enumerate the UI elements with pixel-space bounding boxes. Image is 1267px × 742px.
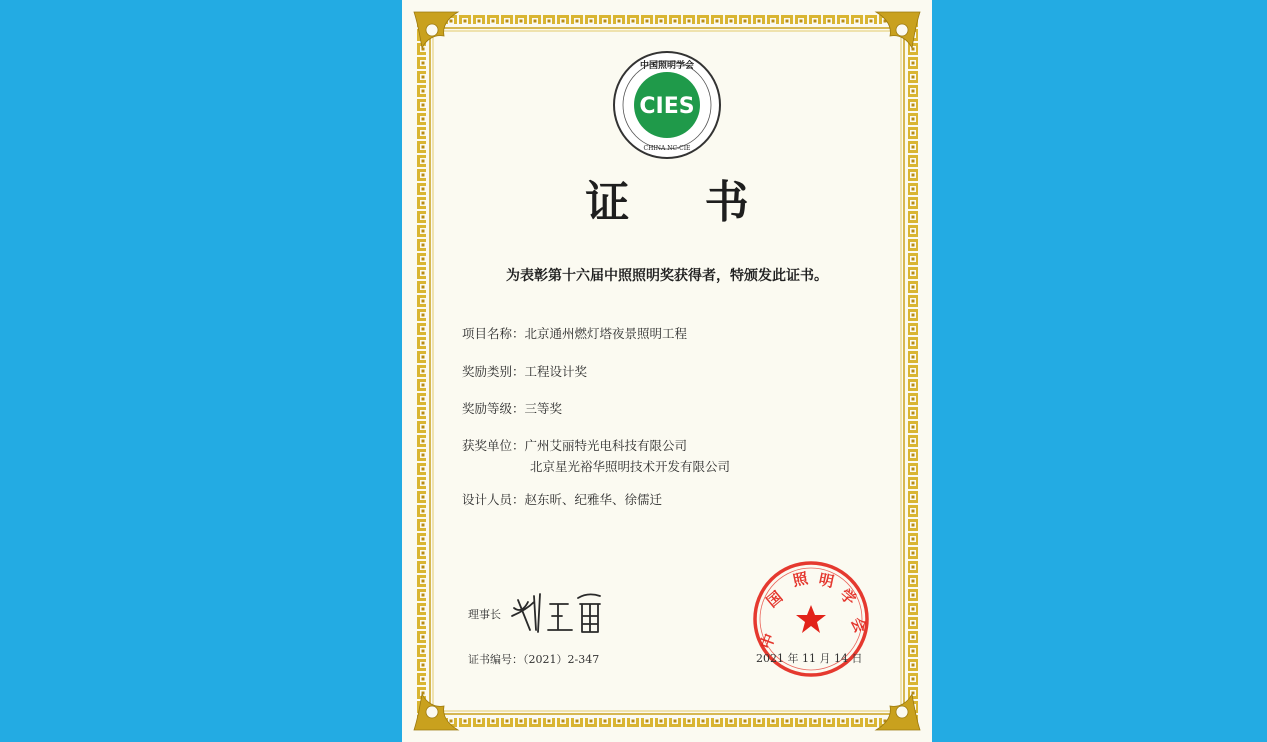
intro-text: 为表彰第十六届中照照明奖获得者，特颁发此证书。 [506,268,828,284]
field-value-second-line: 北京星光裕华照明技术开发有限公司 [530,459,731,474]
svg-text:照: 照 [791,569,810,590]
field-category [462,362,587,380]
issue-date: 2021 年 11 月 14 日 [756,652,863,665]
field-designers [462,490,662,508]
certificate-number: 证书编号：（2021）2-347 [468,653,600,666]
field-label: 设计人员： [462,492,525,507]
field-label: 奖励类别： [462,364,525,379]
cies-logo [612,50,722,160]
svg-text:国: 国 [763,587,787,612]
svg-text:中: 中 [756,631,779,652]
svg-text:CHINA NC-CIE: CHINA NC-CIE [643,145,691,152]
chairman-label: 理事长 [468,608,501,621]
field-value: 三等奖 [524,401,563,416]
svg-text:CIES: CIES [639,94,695,119]
certificate [402,0,932,742]
field-value: 赵东昕、纪雅华、徐儒迁 [524,492,663,507]
field-label: 获奖单位： [462,438,525,453]
svg-text:学: 学 [836,585,860,609]
field-grade [462,399,562,417]
field-value: 广州艾丽特光电科技有限公司 [524,438,688,453]
svg-text:中国照明学会: 中国照明学会 [639,61,695,71]
svg-text:明: 明 [817,570,836,592]
field-label: 奖励等级： [462,401,525,416]
certificate-title: 证 书 [585,177,779,228]
field-units [462,436,731,474]
svg-text:会: 会 [847,614,870,636]
field-value: 工程设计奖 [524,364,588,379]
field-project [462,324,687,342]
field-value: 北京通州燃灯塔夜景照明工程 [524,326,688,341]
handwritten-signature [508,586,608,636]
field-label: 项目名称： [462,326,525,341]
